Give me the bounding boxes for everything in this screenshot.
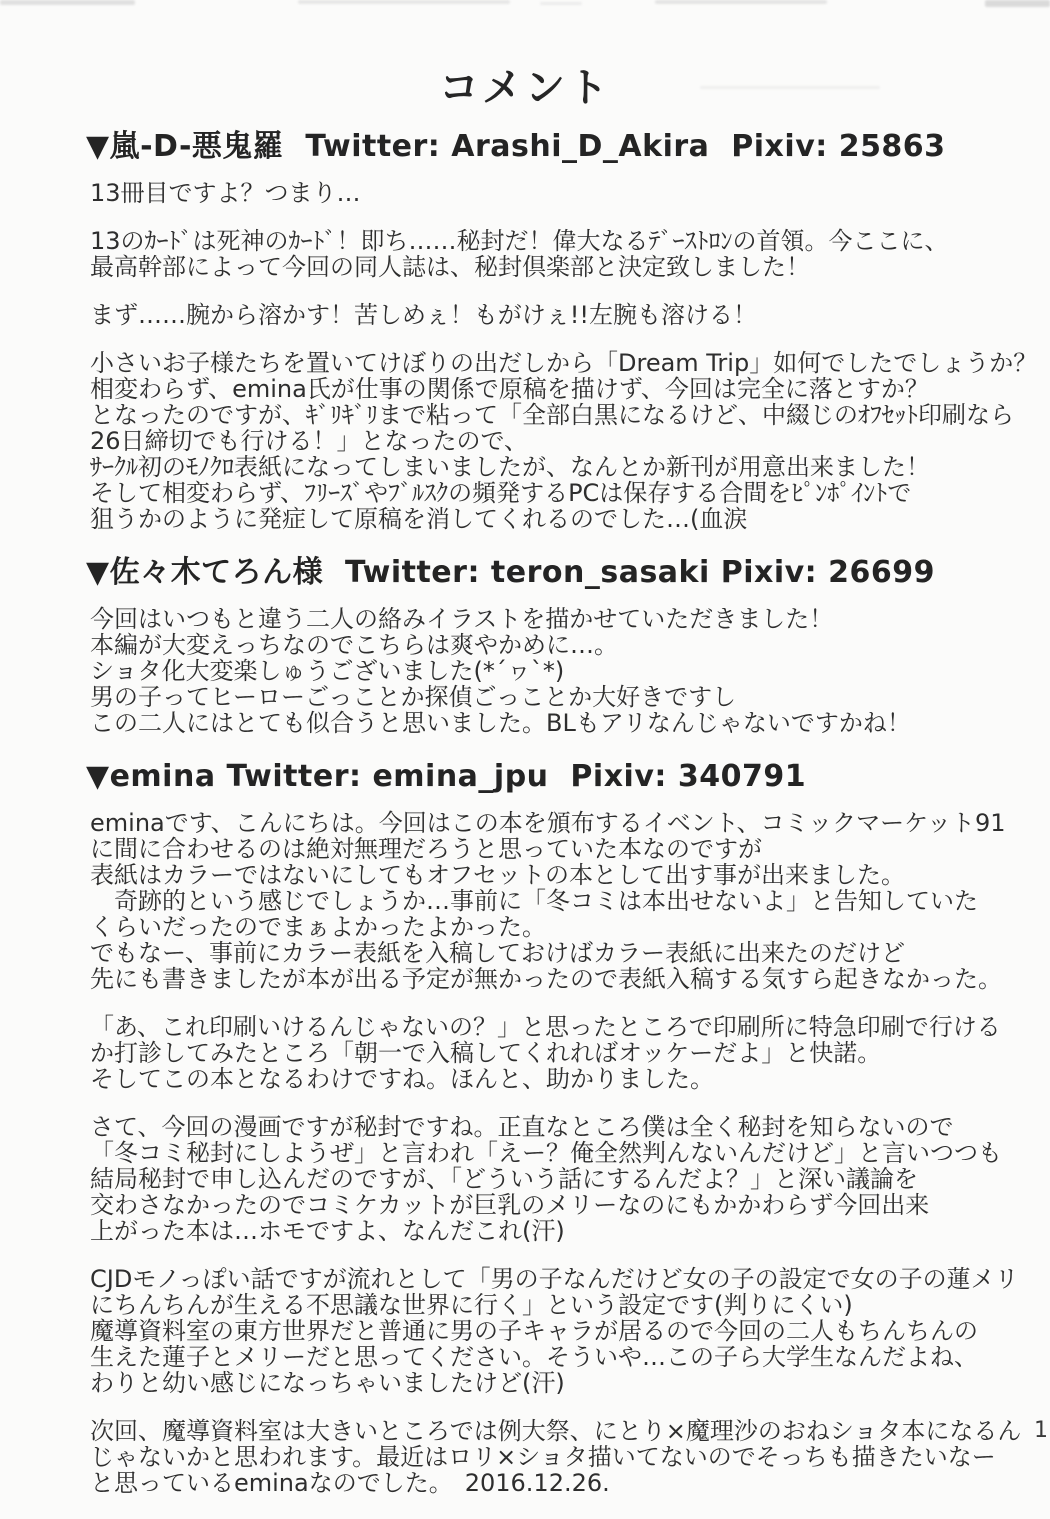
body-line: 今回はいつもと違う二人の絡みイラストを描かせていただきました！ [90, 605, 834, 633]
body-line: 「冬コミ秘封にしようぜ」と言われ「えー？俺全然判んないんだけど」と言いつつも [90, 1139, 1002, 1167]
scan-artifact [700, 86, 880, 89]
section-header: ▼emina Twitter: emina_jpu Pixiv: 340791 [86, 759, 807, 794]
body-line: 表紙はカラーではないにしてもオフセットの本として出す事が出来ました。 [90, 861, 906, 889]
section-header: ▼佐々木てろん様 Twitter: teron_sasaki Pixiv: 26699 [86, 555, 935, 590]
body-line: 13のｶｰﾄﾞは死神のｶｰﾄﾞ！即ち……秘封だ！偉大なるﾃﾞｰｽﾄﾛﾝの首領。今ここに、 [90, 227, 949, 255]
scan-artifact [0, 0, 135, 5]
scan-artifact [540, 2, 582, 5]
body-line: 先にも書きましたが本が出る予定が無かったので表紙入稿する気すら起きなかった。 [90, 965, 1002, 993]
body-line: eminaです、こんにちは。今回はこの本を頒布するイベント、コミックマーケット91 [90, 809, 1006, 837]
body-line: さて、今回の漫画ですが秘封ですね。正直なところ僕は全く秘封を知らないので [90, 1113, 954, 1141]
comment-section [86, 758, 1022, 1497]
section-header: ▼嵐-D-悪鬼羅 Twitter: Arashi_D_Akira Pixiv: 25863 [86, 129, 946, 164]
body-line: 次回、魔導資料室は大きいところでは例大祭、にとり×魔理沙のおねショタ本になるん [90, 1417, 1022, 1445]
paragraph [90, 1113, 1002, 1245]
body-line: に間に合わせるのは絶対無理だろうと思っていた本なのですが [90, 835, 762, 863]
scan-artifact [985, 0, 1050, 7]
body-line: この二人にはとても似合うと思いました。BLもアリなんじゃないですかね！ [90, 709, 911, 737]
body-line: 魔導資料室の東方世界だと普通に男の子キャラが居るので今回の二人もちんちんの [90, 1317, 978, 1345]
paragraph [90, 606, 994, 736]
body-line: か打診してみたところ「朝一で入稿してくれればオッケーだよ」と快諾。 [90, 1039, 882, 1067]
body-line: 最高幹部によって今回の同人誌は、秘封倶楽部と決定致しました！ [90, 253, 810, 281]
scan-artifact [298, 0, 510, 4]
paragraph [90, 1265, 1019, 1397]
body-line: 26日締切でも行ける！」となったので、 [90, 427, 529, 455]
body-line: 奇跡的という感じでしょうか…事前に「冬コミは本出せないよ」と告知していた [90, 887, 978, 915]
paragraph [90, 302, 994, 328]
body-line: 相変わらず、emina氏が仕事の関係で原稿を描けず、今回は完全に落とすか？ [90, 375, 929, 403]
body-line: 男の子ってヒーローごっことか探偵ごっことか大好きですし [90, 683, 737, 711]
body-line: くらいだったのでまぁよかったよかった。 [90, 913, 546, 941]
body-line: まず……腕から溶かす！苦しめぇ！もがけぇ!!左腕も溶ける！ [90, 301, 758, 329]
comment-sections [86, 128, 1038, 1497]
body-line: 生えた蓮子とメリーだと思ってください。そういや…この子ら大学生なんだよね、 [90, 1343, 978, 1371]
comment-section [86, 128, 1038, 533]
page-number: 1 [1034, 1418, 1048, 1443]
paragraph [90, 809, 1006, 993]
body-line: となったのですが、ｷﾞﾘｷﾞﾘまで粘って「全部白黒になるけど、中綴じのｵﾌｾｯﾄ印刷なら [90, 401, 1014, 429]
paragraph [90, 228, 994, 280]
body-line: ｻｰｸﾙ初のﾓﾉｸﾛ表紙になってしまいましたが、なんとか新刊が用意出来ました！ [90, 453, 930, 481]
paragraph [90, 349, 1038, 533]
paragraph [90, 1417, 1022, 1497]
body-line: ショタ化大変楽しゅうございました(*´ヮ`*) [90, 657, 565, 685]
body-line: 狙うかのように発症して原稿を消してくれるのでした…(血涙 [90, 505, 748, 533]
body-line: 結局秘封で申し込んだのですが、「どういう話にするんだよ？」と深い議論を [90, 1165, 918, 1193]
scan-artifact [655, 0, 827, 4]
body-line: 13冊目ですよ？つまり… [90, 179, 361, 207]
comment-section [86, 554, 994, 737]
body-line: そしてこの本となるわけですね。ほんと、助かりました。 [90, 1065, 714, 1093]
page-title: コメント [439, 65, 611, 111]
body-line: と思っているeminaなのでした。 2016.12.26. [90, 1469, 610, 1497]
body-line: にちんちんが生える不思議な世界に行く」という設定です(判りにくい) [90, 1291, 853, 1319]
body-line: 小さいお子様たちを置いてけぼりの出だしから「Dream Trip」如何でしたでしょうか？ [90, 349, 1038, 377]
body-line: 上がった本は…ホモですよ、なんだこれ(汗) [90, 1217, 565, 1245]
body-line: 交わさなかったのでコミケカットが巨乳のメリーなのにもかかわらず今回出来 [90, 1191, 930, 1219]
body-line: 本編が大変えっちなのでこちらは爽やかめに…。 [90, 631, 618, 659]
paragraph [90, 1013, 1001, 1093]
paragraph [90, 180, 994, 206]
body-line: じゃないかと思われます。最近はロリ×ショタ描いてないのでそっちも描きたいなー [90, 1443, 996, 1471]
body-line: CJDモノっぽい話ですが流れとして「男の子なんだけど女の子の設定で女の子の蓮メリ [90, 1265, 1019, 1293]
body-line: 「あ、これ印刷いけるんじゃないの？」と思ったところで印刷所に特急印刷で行ける [90, 1013, 1001, 1041]
body-line: わりと幼い感じになっちゃいましたけど(汗) [90, 1369, 565, 1397]
body-line: でもなー、事前にカラー表紙を入稿しておけばカラー表紙に出来たのだけど [90, 939, 906, 967]
body-line: そして相変わらず、ﾌﾘｰｽﾞやﾌﾞﾙｽｸの頻発するPCは保存する合間をﾋﾟﾝﾎﾟｲﾝﾄで [90, 479, 912, 507]
